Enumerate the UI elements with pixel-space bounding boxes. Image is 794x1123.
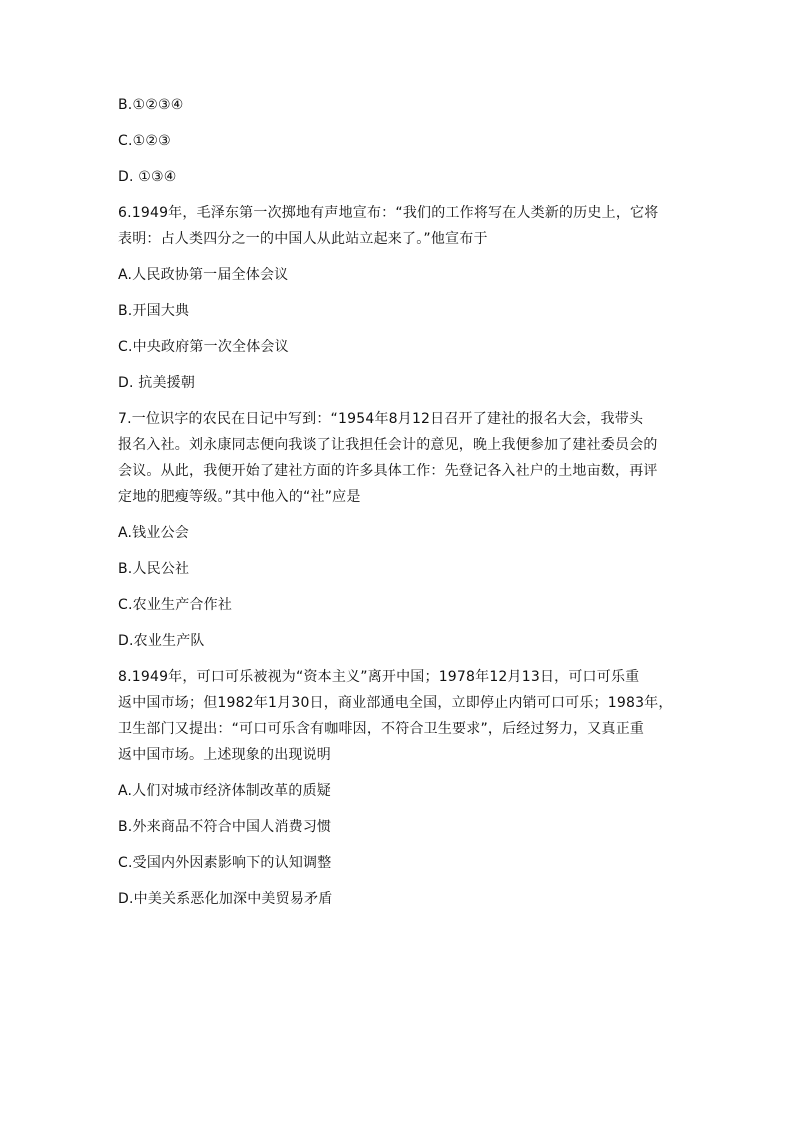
stem-line: 返中国市场。上述现象的出现说明 <box>118 747 331 763</box>
stem-line: 表明：占人类四分之一的中国人从此站立起来了。”他宣布于 <box>118 231 488 247</box>
option-a: A.人民政协第一届全体会议 <box>118 267 289 283</box>
option-c: C.农业生产合作社 <box>118 597 233 613</box>
option-a: A.人们对城市经济体制改革的质疑 <box>118 783 331 799</box>
stem-line: 定地的肥瘦等级。”其中他入的“社”应是 <box>118 489 361 505</box>
option-c: C.①②③ <box>118 133 171 149</box>
question-7 <box>118 406 678 654</box>
option-d: D. ①③④ <box>118 169 177 185</box>
stem-line: 7.一位识字的农民在日记中写到：“1954年8月12日召开了建社的报名大会，我带头 <box>118 411 644 427</box>
option-c: C.受国内外因素影响下的认知调整 <box>118 855 332 871</box>
question-5-options <box>118 92 678 190</box>
question-6 <box>118 200 678 396</box>
stem-line: 会议。从此，我便开始了建社方面的许多具体工作：先登记各入社户的土地亩数，再评 <box>118 463 658 479</box>
question-stem <box>118 664 678 768</box>
stem-line: 返中国市场；但1982年1月30日，商业部通电全国，立即停止内销可口可乐；1983年， <box>118 695 673 711</box>
option-c: C.中央政府第一次全体会议 <box>118 339 289 355</box>
question-stem <box>118 200 678 252</box>
option-b: B.人民公社 <box>118 561 190 577</box>
stem-line: 报名入社。刘永康同志便向我谈了让我担任会计的意见，晚上我便参加了建社委员会的 <box>118 437 658 453</box>
question-stem <box>118 406 678 510</box>
option-b: B.①②③④ <box>118 97 184 113</box>
option-b: B.外来商品不符合中国人消费习惯 <box>118 819 332 835</box>
stem-line: 8.1949年，可口可乐被视为“资本主义”离开中国；1978年12月13日，可口可乐重 <box>118 669 640 685</box>
document-page <box>118 92 678 922</box>
option-d: D.农业生产队 <box>118 633 205 649</box>
option-a: A.钱业公会 <box>118 525 189 541</box>
stem-line: 卫生部门又提出：“可口可乐含有咖啡因，不符合卫生要求”，后经过努力，又真正重 <box>118 721 645 737</box>
question-8 <box>118 664 678 912</box>
option-d: D.中美关系恶化加深中美贸易矛盾 <box>118 891 333 907</box>
option-d: D. 抗美援朝 <box>118 375 196 391</box>
option-b: B.开国大典 <box>118 303 190 319</box>
stem-line: 6.1949年，毛泽东第一次掷地有声地宣布：“我们的工作将写在人类新的历史上，它将 <box>118 205 659 221</box>
